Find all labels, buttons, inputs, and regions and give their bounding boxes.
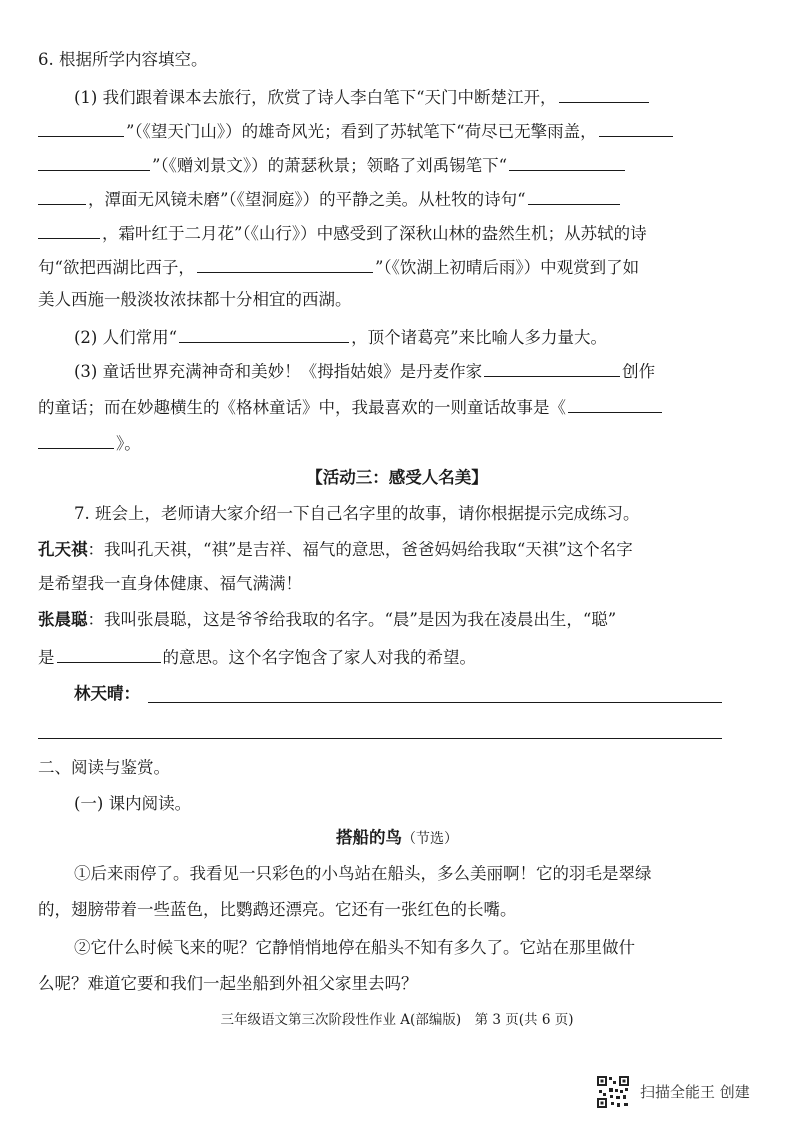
- story-title: 搭船的鸟（节选）: [336, 828, 458, 847]
- answer-blank[interactable]: [484, 358, 620, 377]
- answer-blank[interactable]: [528, 186, 620, 205]
- question-7-title: 7. 班会上，老师请大家介绍一下自己名字里的故事，请你根据提示完成练习。: [74, 504, 640, 523]
- q6-p1-line1: (1) 我们跟着课本去旅行，欣赏了诗人李白笔下“天门中断楚江开，: [74, 84, 734, 110]
- scanner-watermark: 扫描全能王 创建: [640, 1083, 750, 1101]
- zhang-chencong-line2: 是 的意思。这个名字饱含了家人对我的希望。: [38, 644, 734, 670]
- page-footer: 三年级语文第三次阶段性作业 A(部编版) 第 3 页(共 6 页): [220, 1012, 574, 1028]
- story-paragraph-2-line1: ②它什么时候飞来的呢？它静悄悄地停在船头不知有多久了。它站在那里做什: [74, 938, 635, 957]
- q6-p1-line4: ，潭面无风镜未磨”（《望洞庭》）的平静之美。从杜牧的诗句“: [38, 186, 734, 212]
- lin-tianqing-label: 林天晴：: [74, 684, 140, 703]
- answer-blank[interactable]: [38, 118, 124, 137]
- answer-blank[interactable]: [509, 152, 625, 171]
- kong-tianqi-line1: 孔天祺：我叫孔天祺，“祺”是吉祥、福气的意思，爸爸妈妈给我取“天祺”这个名字: [38, 540, 633, 559]
- q6-p3-line3: 》。: [38, 430, 734, 456]
- activity-3-heading: 【活动三：感受人名美】: [306, 468, 488, 487]
- answer-line[interactable]: [38, 738, 722, 739]
- q6-p1-line5: ，霜叶红于二月花”（《山行》）中感受到了深秋山林的盎然生机；从苏轼的诗: [38, 220, 734, 246]
- answer-blank[interactable]: [559, 84, 649, 103]
- answer-blank[interactable]: [38, 430, 114, 449]
- q6-p2: (2) 人们常用“ ，顶个诸葛亮”来比喻人多力量大。: [74, 324, 734, 350]
- section-2-heading: 二、阅读与鉴赏。: [38, 758, 170, 777]
- q6-p1-line3: ”（《赠刘景文》）的萧瑟秋景；领略了刘禹锡笔下“: [38, 152, 734, 178]
- zhang-chencong-line1: 张晨聪：我叫张晨聪，这是爷爷给我取的名字。“晨”是因为我在凌晨出生，“聪”: [38, 610, 617, 629]
- answer-blank[interactable]: [179, 324, 349, 343]
- q6-p3-line1: (3) 童话世界充满神奇和美妙！《拇指姑娘》是丹麦作家 创作: [74, 358, 734, 384]
- answer-blank[interactable]: [38, 152, 150, 171]
- story-paragraph-1-line1: ①后来雨停了。我看见一只彩色的小鸟站在船头，多么美丽啊！它的羽毛是翠绿: [74, 864, 652, 883]
- answer-blank[interactable]: [568, 394, 662, 413]
- q6-p1-line2: ”（《望天门山》）的雄奇风光；看到了苏轼笔下“荷尽已无擎雨盖，: [38, 118, 734, 144]
- answer-blank[interactable]: [197, 254, 373, 273]
- story-paragraph-1-line2: 的，翅膀带着一些蓝色，比鹦鹉还漂亮。它还有一张红色的长嘴。: [38, 900, 517, 919]
- qr-code-icon: [596, 1075, 630, 1109]
- section-2-subheading: (一) 课内阅读。: [74, 794, 192, 813]
- kong-tianqi-line2: 是希望我一直身体健康、福气满满！: [38, 574, 302, 593]
- answer-line[interactable]: [148, 702, 722, 703]
- q6-p1-line6: 句“欲把西湖比西子， ”（《饮湖上初晴后雨》）中观赏到了如: [38, 254, 734, 280]
- answer-blank[interactable]: [599, 118, 673, 137]
- answer-blank[interactable]: [57, 644, 161, 663]
- story-paragraph-2-line2: 么呢？难道它要和我们一起坐船到外祖父家里去吗？: [38, 974, 418, 993]
- q6-p3-line2: 的童话；而在妙趣横生的《格林童话》中，我最喜欢的一则童话故事是《: [38, 394, 734, 420]
- question-6-title: 6. 根据所学内容填空。: [38, 50, 208, 69]
- answer-blank[interactable]: [38, 220, 100, 239]
- answer-blank[interactable]: [38, 186, 86, 205]
- q6-p1-line7: 美人西施一般淡妆浓抹都十分相宜的西湖。: [38, 290, 352, 309]
